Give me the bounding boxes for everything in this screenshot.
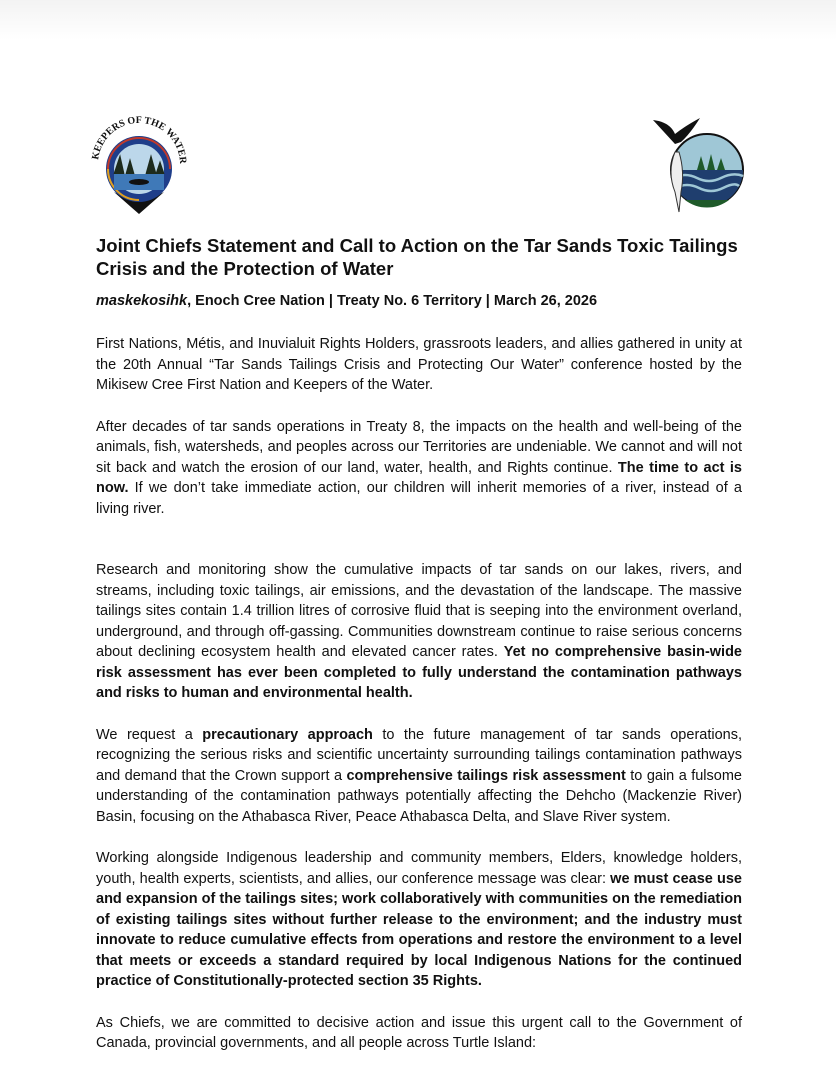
paragraph (96, 334, 742, 396)
text-segment: As Chiefs, we are committed to decisive action and issue this urgent call to the Government of Canada, provincial governments, and all people across Turtle Island: (96, 1014, 742, 1051)
text-segment: If we don’t take immediate action, our children will inherit memories of a river, instead of a living river. (96, 480, 742, 517)
paragraph (96, 1013, 742, 1054)
text-segment: Working alongside Indigenous leadership and community members, Elders, knowledge holders, youth, health experts, scientists, and allies, our conference message was clear: (96, 850, 742, 887)
bold-text: precautionary approach (202, 726, 373, 743)
keepers-of-the-water-logo (84, 112, 194, 216)
dateline-place: maskekosihk (96, 293, 188, 309)
svg-text:KEEPERS OF THE WATER: KEEPERS OF THE WATER (90, 114, 189, 165)
dateline (96, 293, 597, 309)
mikisew-cree-logo (645, 112, 755, 216)
paragraph (96, 848, 742, 992)
page-title: Joint Chiefs Statement and Call to Action on the Tar Sands Toxic Tailings Crisis and the Protection of Water (96, 235, 738, 279)
text-segment: We request a (96, 726, 203, 743)
bold-text: The time to act is now. (96, 459, 742, 496)
paragraph (96, 417, 742, 520)
text-segment: After decades of tar sands operations in Treaty 8, the impacts on the health and well-being of the animals, fish, watersheds, and peoples across our Territories are undeniable. We cannot and will not sit back and watch the erosion of our land, water, health, and Rights continue. (96, 418, 742, 476)
paragraph (96, 725, 742, 828)
dateline-details: , Enoch Cree Nation | Treaty No. 6 Territory | March 26, 2026 (187, 293, 598, 309)
bold-text: comprehensive tailings risk assessment (346, 767, 626, 784)
paragraph (96, 560, 742, 704)
bold-text: we must cease use and expansion of the tailings sites; work collaboratively with communities on the remediation of existing tailings sites without further release to the environment; and the industry must innovate to reduce cumulative effects from operations and restore the environment to a level that meets or exceeds a standard required by local Indigenous Nations for the continued practice of Constitutionally-protected section 35 Rights. (96, 870, 742, 989)
text-segment: Research and monitoring show the cumulative impacts of tar sands on our lakes, rivers, and streams, including toxic tailings, air emissions, and the devastation of the landscape. The massive tailings sites contain 1.4 trillion litres of corrosive fluid that is seeping into the environment overland, underground, and through off-gassing. Communities downstream continue to raise serious concerns about declining ecosystem health and elevated cancer rates. (96, 562, 742, 660)
page-top-shadow (0, 0, 836, 40)
text-segment: to the future management of tar sands operations, recognizing the serious risks and scientific uncertainty surrounding tailings contamination pathways and demand that the Crown support a (96, 726, 742, 784)
text-segment: to gain a fulsome understanding of the contamination pathways potentially affecting the Dehcho (Mackenzie River) Basin, focusing on the Athabasca River, Peace Athabasca Delta, and Slave River system. (96, 767, 742, 825)
statement-body (96, 334, 742, 1075)
text-segment: First Nations, Métis, and Inuvialuit Rights Holders, grassroots leaders, and allies gathered in unity at the 20th Annual “Tar Sands Tailings Crisis and Protecting Our Water” conference hosted by the Mikisew Cree First Nation and Keepers of the Water. (96, 336, 742, 393)
bold-text: Yet no comprehensive basin-wide risk assessment has ever been completed to fully understand the contamination pathways and risks to human and environmental health. (96, 644, 742, 701)
